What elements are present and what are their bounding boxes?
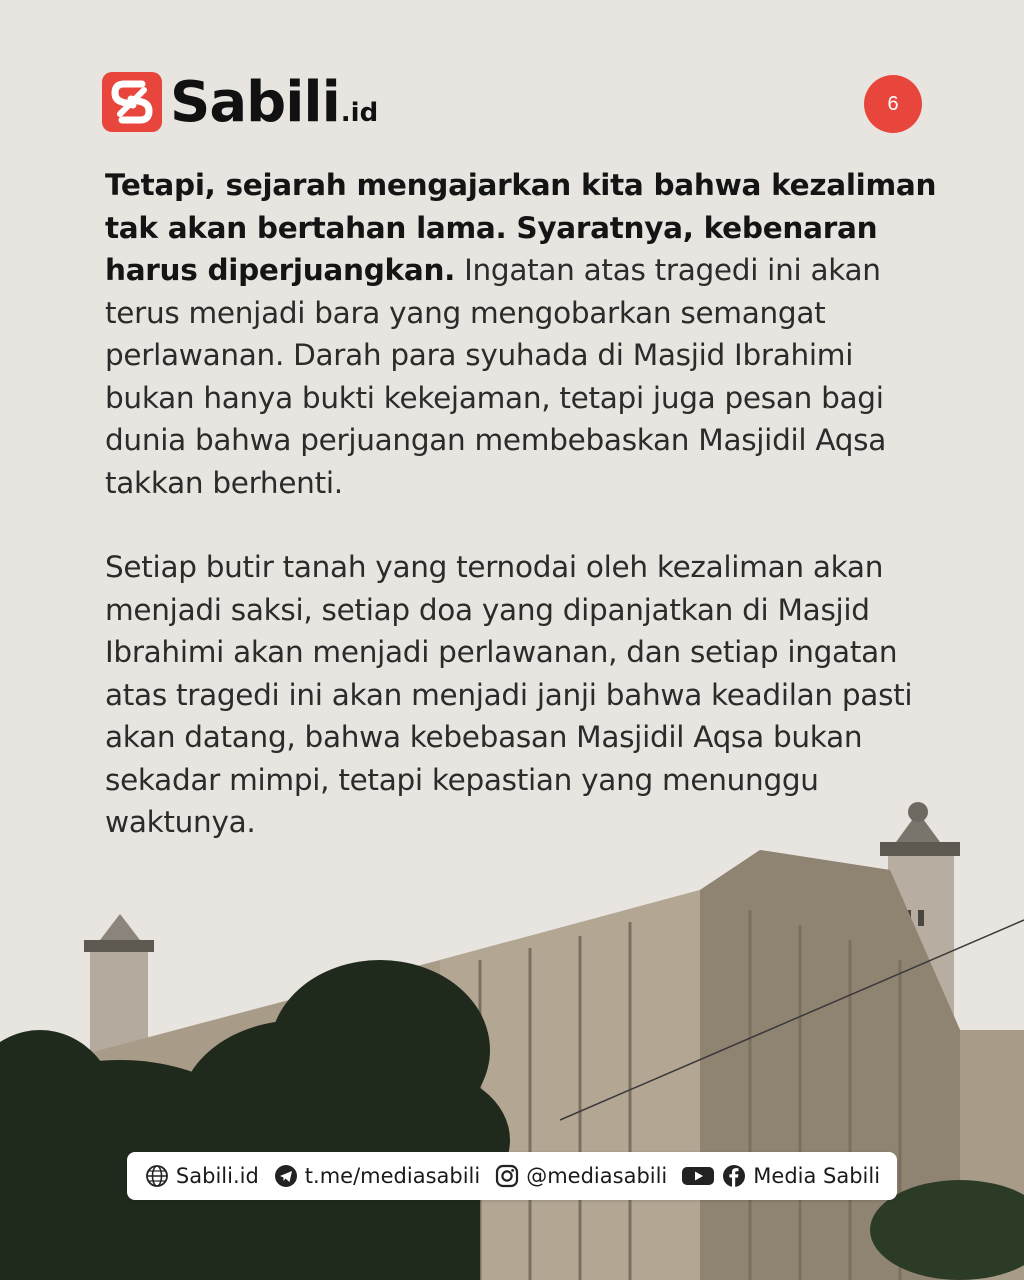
header bbox=[102, 72, 922, 136]
brand-suffix: .id bbox=[340, 98, 379, 128]
telegram-icon bbox=[273, 1163, 299, 1189]
sabili-logo-icon bbox=[102, 72, 162, 132]
footer-media[interactable] bbox=[681, 1163, 880, 1189]
masjid-ibrahimi-photo bbox=[0, 790, 1024, 1280]
article-text bbox=[105, 164, 945, 844]
trees bbox=[0, 960, 510, 1280]
paragraph-1-normal: Ingatan atas tragedi ini akan terus menjadi bara yang mengobarkan semangat perlawanan. Darah para syuhada di Masjid Ibrahimi bukan hanya bukti kekejaman, tetapi juga pesan bagi dunia bahwa perjuangan membebaskan Masjidil Aqsa takkan berhenti. bbox=[105, 253, 887, 500]
footer-telegram[interactable] bbox=[273, 1163, 480, 1189]
globe-icon bbox=[144, 1163, 170, 1189]
paragraph-1-bold: Tetapi, sejarah mengajarkan kita bahwa kezaliman tak akan bertahan lama. Syaratnya, kebenaran harus diperjuangkan. bbox=[105, 168, 937, 287]
instagram-icon bbox=[494, 1163, 520, 1189]
paragraph-2: Setiap butir tanah yang ternodai oleh kezaliman akan menjadi saksi, setiap doa yang dipanjatkan di Masjid Ibrahimi akan menjadi perlawanan, dan setiap ingatan atas tragedi ini akan menjadi janji bahwa keadilan pasti akan datang, bahwa kebebasan Masjidil Aqsa bukan sekadar mimpi, tetapi kepastian yang menunggu waktunya. bbox=[105, 550, 913, 839]
website-label: Sabili.id bbox=[175, 1164, 259, 1188]
brand-name: Sabili bbox=[170, 70, 340, 135]
sabili-logo bbox=[102, 70, 379, 135]
media-label: Media Sabili bbox=[753, 1164, 881, 1188]
instagram-label: @mediasabili bbox=[526, 1164, 668, 1188]
page-number-badge: 6 bbox=[864, 75, 922, 133]
footer-website[interactable] bbox=[144, 1163, 259, 1189]
telegram-label: t.me/mediasabili bbox=[304, 1164, 481, 1188]
footer-social-bar bbox=[127, 1152, 897, 1200]
paragraph-1 bbox=[105, 164, 945, 504]
youtube-icon bbox=[681, 1163, 715, 1189]
footer-instagram[interactable] bbox=[494, 1163, 667, 1189]
facebook-icon bbox=[721, 1163, 747, 1189]
